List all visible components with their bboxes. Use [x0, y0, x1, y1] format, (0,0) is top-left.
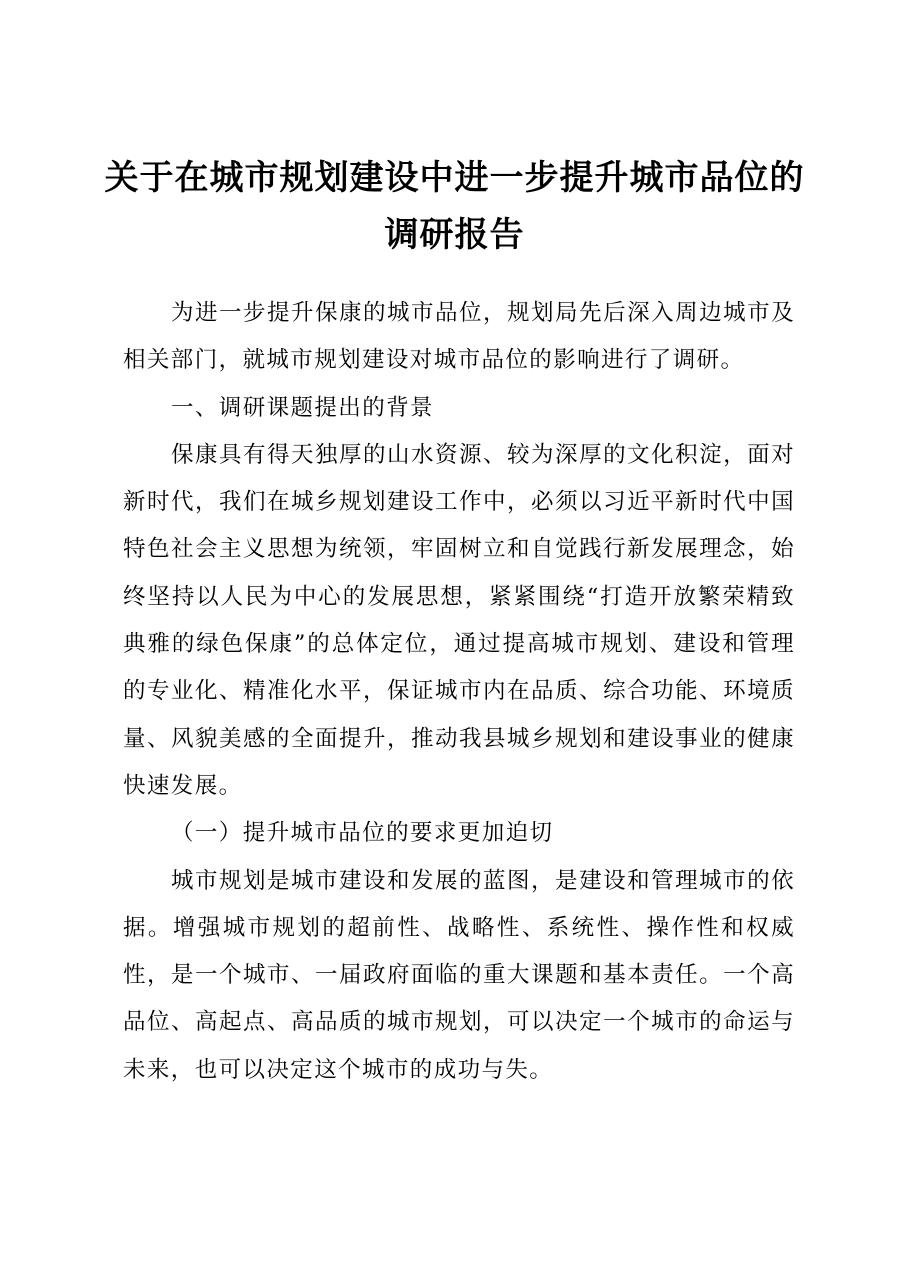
document-body — [123, 290, 795, 1094]
section-1-paragraph: 保康具有得天独厚的山水资源、较为深厚的文化积淀，面对新时代，我们在城乡规划建设工作中，必须以习近平新时代中国特色社会主义思想为统领，牢固树立和自觉践行新发展理念，始终坚持以人民为中心的发展思想，紧紧围绕“打造开放繁荣精致典雅的绿色保康”的总体定位，通过提高城市规划、建设和管理的专业化、精准化水平，保证城市内在品质、综合功能、环境质量、风貌美感的全面提升，推动我县城乡规划和建设事业的健康快速发展。 — [123, 441, 795, 799]
section-1-heading: 一、调研课题提出的背景 — [171, 394, 434, 421]
intro-paragraph: 为进一步提升保康的城市品位，规划局先后深入周边城市及相关部门，就城市规划建设对城市品位的影响进行了调研。 — [123, 300, 795, 374]
document-title-line-2: 调研报告 — [384, 215, 525, 255]
document-title-line-1: 关于在城市规划建设中进一步提升城市品位的 — [104, 158, 805, 198]
subsection-1-paragraph: 城市规划是城市建设和发展的蓝图，是建设和管理城市的依据。增强城市规划的超前性、战略性、系统性、操作性和权威性，是一个城市、一届政府面临的重大课题和基本责任。一个高品位、高起点、高品质的城市规划，可以决定一个城市的命运与未来，也可以决定这个城市的成功与失。 — [123, 867, 795, 1083]
subsection-1-heading: （一）提升城市品位的要求更加迫切 — [171, 820, 554, 847]
